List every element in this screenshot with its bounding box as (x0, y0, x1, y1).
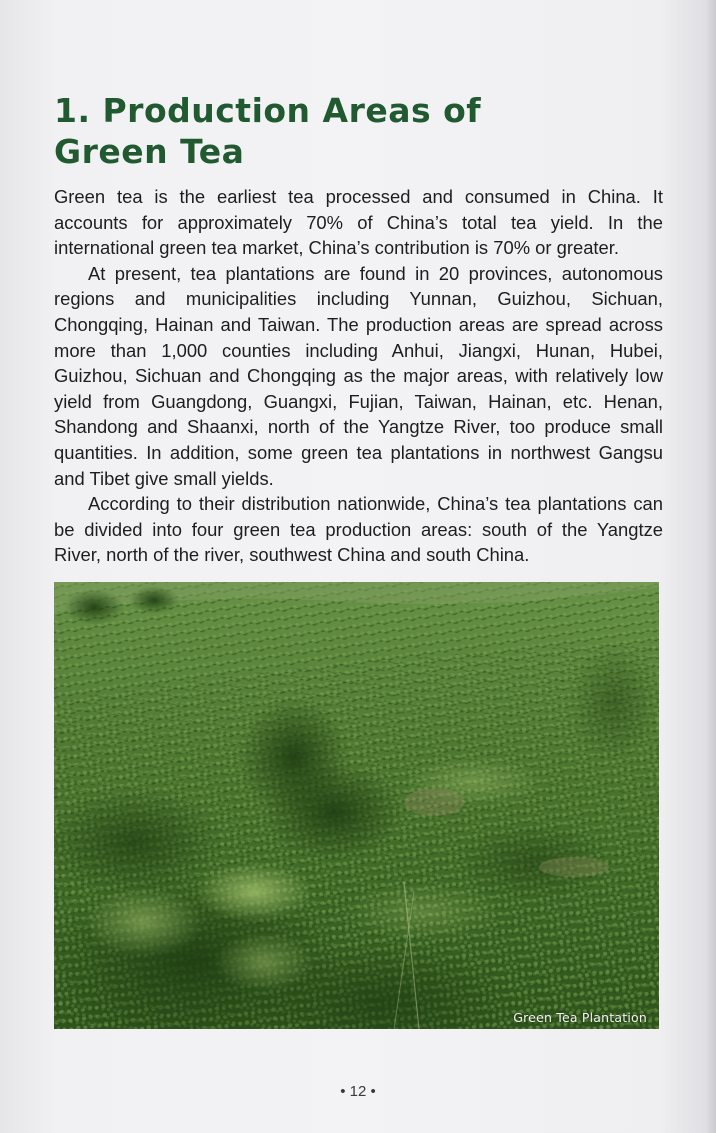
page-edge-shadow (706, 0, 716, 1133)
paragraph-distribution: According to their distribution nationwide, China’s tea plantations can be divided into four green tea production areas: south of the Yangtze River, north of the river, southwest China and south China. (54, 493, 663, 566)
section-heading-line-2: Green Tea (54, 132, 245, 171)
paragraph-intro: Green tea is the earliest tea processed and consumed in China. It accounts for approximately 70% of China’s total tea yield. In the international green tea market, China’s contribution is 70% or greater. (54, 186, 663, 259)
tea-plantation-illustration (54, 582, 659, 1029)
tea-plantation-photo (54, 582, 659, 1029)
paragraph-plantations: At present, tea plantations are found in 20 provinces, autonomous regions and municipalities including Yunnan, Guizhou, Sichuan, Chongqing, Hainan and Taiwan. The production areas are spread across more than 1,000 counties including Anhui, Jiangxi, Hunan, Hubei, Guizhou, Sichuan and Chongqing as the major areas, with relatively low yield from Guangdong, Guangxi, Fujian, Taiwan, Hainan, etc. Henan, Shandong and Shaanxi, north of the Yangtze River, too produce small quantities. In addition, some green tea plantations in northwest Gangsu and Tibet give small yields. (54, 262, 663, 489)
page-number: • 12 • (340, 1083, 376, 1100)
body-text (54, 184, 663, 568)
section-heading-line-1: 1. Production Areas of (54, 91, 482, 130)
photo-caption: Green Tea Plantation (513, 1010, 647, 1025)
section-heading (54, 90, 614, 172)
